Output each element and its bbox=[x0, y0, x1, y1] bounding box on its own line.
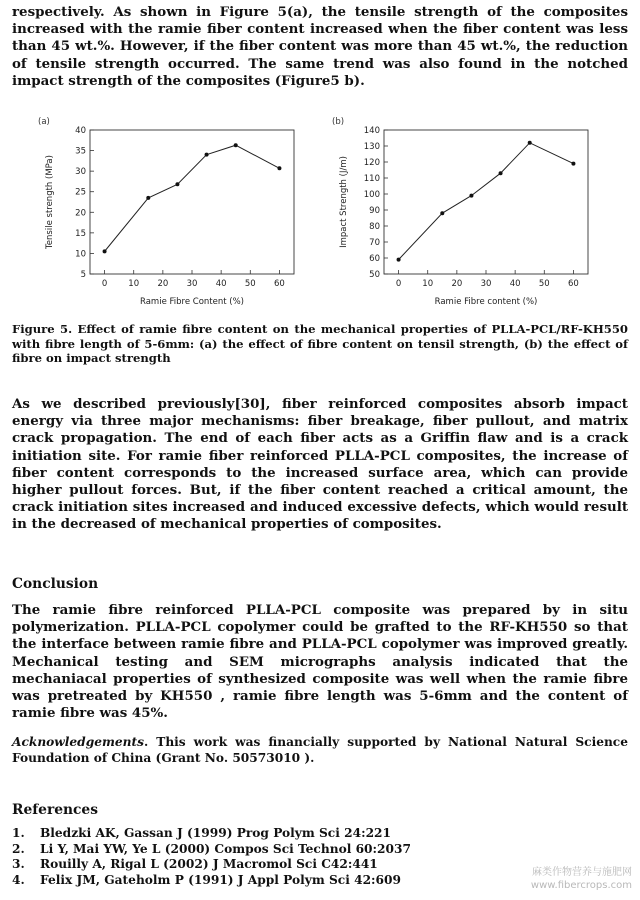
tensile-y-tick-label: 25 bbox=[75, 187, 86, 198]
references-list bbox=[12, 826, 411, 888]
mechanism-paragraph: As we described previously[30], fiber reinforced composites absorb impact energy via three major mechanisms: fiber breakage, fiber pullout, and matrix crack propagation. The end of each fiber acts as a Griffin flaw and is a crack initiation site. For ramie fiber reinforced PLLA-PCL composites, the increase of fiber content corresponds to the increased surface area, which can provide higher pullout forces. But, if the fiber content reached a critical amount, the crack initiation sites increased and induced excessive defects, which would result in the decreased of mechanical properties of composites. bbox=[12, 396, 628, 533]
tensile-plot-frame bbox=[90, 130, 294, 274]
tensile-x-tick-label: 0 bbox=[101, 279, 108, 289]
reference-number: 1. bbox=[12, 826, 25, 840]
impact-strength-chart bbox=[326, 112, 606, 314]
reference-item bbox=[12, 873, 411, 889]
acknowledgements-paragraph bbox=[12, 734, 628, 766]
site-watermark bbox=[531, 866, 632, 892]
tensile-x-tick-label: 30 bbox=[186, 279, 198, 289]
impact-x-tick-label: 10 bbox=[422, 279, 434, 289]
impact-y-tick-label: 50 bbox=[369, 270, 380, 280]
tensile-y-tick-label: 15 bbox=[75, 228, 86, 239]
conclusion-paragraph: The ramie fibre reinforced PLLA-PCL composite was prepared by in situ polymerization. PLLA-PCL copolymer could be grafted to the RF-KH550 so that the interface between ramie fibre and PLLA-PCL copolymer was improved greatly. Mechanical testing and SEM micrographs analysis indicated that the mechaniacal properties of synthesized composite was well when the ramie fibre was pretreated by KH550 , ramie fibre length was 5-6mm and the content of ramie fibre was 45%. bbox=[12, 602, 628, 722]
reference-text: Bledzki AK, Gassan J (1999) Prog Polym Sci 24:221 bbox=[40, 826, 392, 840]
tensile-data-point bbox=[277, 166, 281, 170]
intro-paragraph: respectively. As shown in Figure 5(a), the tensile strength of the composites increased with the ramie fiber content increased when the fiber content was less than 45 wt.%. However, if the fiber content was more than 45 wt.%, the reduction of tensile strength occurred. The same trend was also found in the notched impact strength of the composites (Figure5 b). bbox=[12, 4, 628, 89]
impact-x-tick-label: 50 bbox=[538, 279, 550, 289]
impact-y-tick-label: 100 bbox=[363, 190, 380, 200]
tensile-y-axis-label: Tensile strength (MPa) bbox=[45, 155, 55, 249]
impact-x-tick-label: 0 bbox=[395, 279, 402, 289]
references-heading: References bbox=[12, 802, 98, 818]
conclusion-heading: Conclusion bbox=[12, 576, 99, 592]
impact-data-point bbox=[528, 141, 532, 145]
reference-text: Li Y, Mai YW, Ye L (2000) Compos Sci Technol 60:2037 bbox=[40, 841, 411, 856]
tensile-y-tick-label: 35 bbox=[75, 146, 86, 157]
reference-item bbox=[12, 842, 411, 858]
impact-y-axis-label: Impact Strength (J/m) bbox=[339, 156, 349, 248]
impact-x-tick-label: 60 bbox=[568, 279, 579, 289]
impact-data-point bbox=[469, 194, 473, 198]
acknowledgements-text: . This work was financially supported by National Natural Science Foundation of China (Grant No. 50573010 ). bbox=[12, 735, 628, 765]
impact-plot-frame bbox=[384, 130, 588, 274]
tensile-y-tick-label: 5 bbox=[80, 270, 86, 280]
reference-number: 2. bbox=[12, 841, 25, 856]
impact-x-axis-label: Ramie Fibre content (%) bbox=[434, 297, 538, 307]
reference-number: 4. bbox=[12, 872, 25, 887]
impact-y-tick-label: 90 bbox=[369, 206, 380, 216]
impact-data-point bbox=[440, 211, 444, 215]
tensile-x-axis-label: Ramie Fibre Content (%) bbox=[140, 297, 244, 307]
impact-panel-label: (b) bbox=[332, 117, 345, 127]
figure-label: Figure 5 bbox=[12, 322, 69, 336]
impact-data-point bbox=[571, 162, 575, 166]
impact-y-tick-label: 60 bbox=[369, 254, 380, 264]
tensile-x-tick-label: 10 bbox=[128, 279, 140, 289]
reference-item bbox=[12, 826, 411, 842]
watermark-url: www.fibercrops.com bbox=[530, 880, 632, 891]
impact-x-tick-label: 40 bbox=[509, 279, 521, 289]
tensile-y-tick-label: 30 bbox=[75, 167, 86, 178]
impact-series-line bbox=[399, 143, 574, 260]
tensile-y-tick-label: 40 bbox=[75, 126, 86, 136]
reference-item bbox=[12, 857, 411, 873]
impact-data-point bbox=[397, 258, 401, 262]
tensile-x-tick-label: 20 bbox=[157, 279, 169, 289]
figure-caption bbox=[12, 322, 628, 366]
tensile-strength-chart bbox=[32, 112, 312, 314]
tensile-strength-chart-svg bbox=[32, 112, 312, 310]
tensile-x-tick-label: 50 bbox=[244, 279, 256, 289]
impact-x-tick-label: 20 bbox=[451, 279, 463, 289]
impact-strength-chart-svg bbox=[326, 112, 606, 310]
tensile-x-tick-label: 60 bbox=[274, 279, 285, 289]
reference-text: Rouilly A, Rigal L (2002) J Macromol Sci C42:441 bbox=[40, 857, 378, 872]
watermark-title: 麻类作物营养与施肥网 bbox=[532, 867, 632, 878]
tensile-y-tick-label: 10 bbox=[75, 249, 86, 260]
impact-data-point bbox=[499, 171, 503, 175]
tensile-data-point bbox=[234, 143, 238, 147]
impact-y-tick-label: 70 bbox=[369, 238, 380, 248]
tensile-panel-label: (a) bbox=[38, 117, 50, 127]
impact-y-tick-label: 120 bbox=[363, 158, 380, 168]
acknowledgements-label: Acknowledgements bbox=[12, 735, 144, 749]
tensile-data-point bbox=[175, 182, 179, 186]
impact-y-tick-label: 80 bbox=[369, 222, 380, 232]
reference-text: Felix JM, Gateholm P (1991) J Appl Polym Sci 42:609 bbox=[40, 872, 401, 887]
tensile-data-point bbox=[103, 249, 107, 253]
tensile-series-line bbox=[105, 145, 280, 251]
tensile-x-tick-label: 40 bbox=[215, 279, 227, 289]
tensile-data-point bbox=[205, 153, 209, 157]
impact-y-tick-label: 110 bbox=[363, 174, 380, 184]
impact-y-tick-label: 130 bbox=[363, 142, 380, 152]
tensile-data-point bbox=[146, 196, 150, 200]
tensile-y-tick-label: 20 bbox=[75, 208, 86, 219]
reference-number: 3. bbox=[12, 857, 25, 872]
impact-y-tick-label: 140 bbox=[363, 126, 380, 136]
impact-x-tick-label: 30 bbox=[480, 279, 492, 289]
figure-caption-text: . Effect of ramie fibre content on the mechanical properties of PLLA-PCL/RF-KH550 with fibre length of 5-6mm: (a) the effect of fibre content on tensil strength, (b) the effect of fibre on impact strength bbox=[12, 322, 628, 366]
